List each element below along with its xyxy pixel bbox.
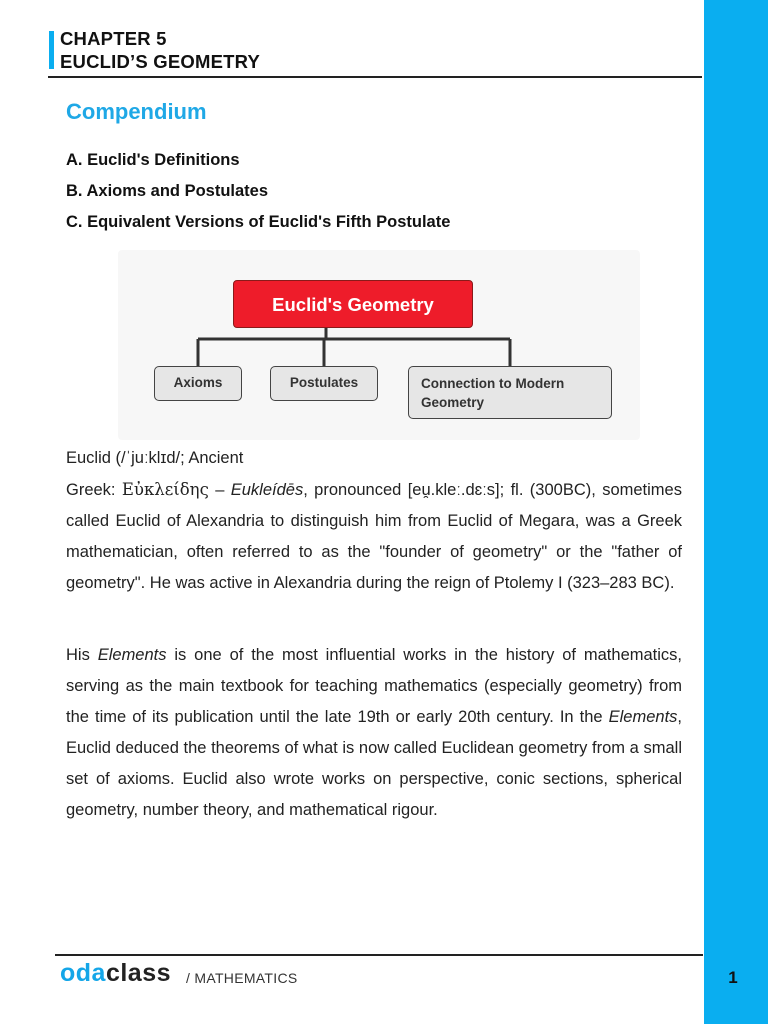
elements-text-3: , Euclid deduced the theorems of what is now called Euclidean geometry from a small set of axioms. Euclid also wrote works on perspective, conic sections, spherical geometry, number theory, and mathematical rigour. bbox=[66, 708, 682, 819]
elements-text-2: is one of the most influential works in the history of mathematics, serving as the main textbook for teaching mathematics (especially geometry) from the time of its publication until the late 19th or early 20th century. In the bbox=[66, 646, 682, 726]
elements-title: Elements bbox=[608, 708, 678, 726]
diagram-node-axioms: Axioms bbox=[154, 366, 242, 401]
footer-divider bbox=[55, 954, 703, 956]
greek-prefix: Greek: bbox=[66, 481, 122, 499]
dash: – bbox=[208, 481, 231, 499]
paragraph-elements bbox=[66, 640, 682, 826]
header-divider bbox=[48, 76, 702, 78]
greek-name: Εὐκλείδης bbox=[121, 480, 209, 499]
contents-item: A. Euclid's Definitions bbox=[66, 151, 240, 169]
contents-list bbox=[66, 148, 686, 241]
chapter-title: EUCLID’S GEOMETRY bbox=[60, 51, 261, 72]
contents-item: C. Equivalent Versions of Euclid's Fifth Postulate bbox=[66, 213, 451, 231]
logo-oda: oda bbox=[60, 959, 106, 987]
chapter-header bbox=[60, 27, 260, 73]
section-title: Compendium bbox=[66, 99, 207, 124]
paragraph-euclid-bio bbox=[66, 443, 682, 599]
header-accent-bar bbox=[49, 31, 54, 69]
diagram-node-postulates: Postulates bbox=[270, 366, 378, 401]
elements-title: Elements bbox=[97, 646, 167, 664]
concept-diagram bbox=[118, 250, 640, 440]
side-accent-bar bbox=[704, 0, 768, 1024]
footer-subject: / MATHEMATICS bbox=[186, 970, 298, 986]
logo-class: class bbox=[105, 959, 172, 987]
transliteration: Eukleídēs bbox=[230, 481, 304, 499]
diagram-root-node: Euclid's Geometry bbox=[233, 280, 473, 328]
odaclass-logo bbox=[60, 959, 171, 988]
elements-text-1: His bbox=[66, 646, 98, 664]
contents-item: B. Axioms and Postulates bbox=[66, 182, 269, 200]
diagram-node-connection: Connection to Modern Geometry bbox=[408, 366, 612, 419]
chapter-number: CHAPTER 5 bbox=[60, 28, 167, 49]
bio-line-1: Euclid (/ˈjuːklɪd/; Ancient bbox=[66, 449, 244, 467]
bio-rest: , pronounced [eu̯.kleː.dɛːs]; fl. (300BC), sometimes called Euclid of Alexandria to distinguish him from Euclid of Megara, was a Greek mathematician, often referred to as the "founder of geometry" or the "father of geometry". He was active in Alexandria during the reign of Ptolemy I (323–283 BC). bbox=[66, 481, 682, 592]
page-number: 1 bbox=[728, 968, 738, 987]
